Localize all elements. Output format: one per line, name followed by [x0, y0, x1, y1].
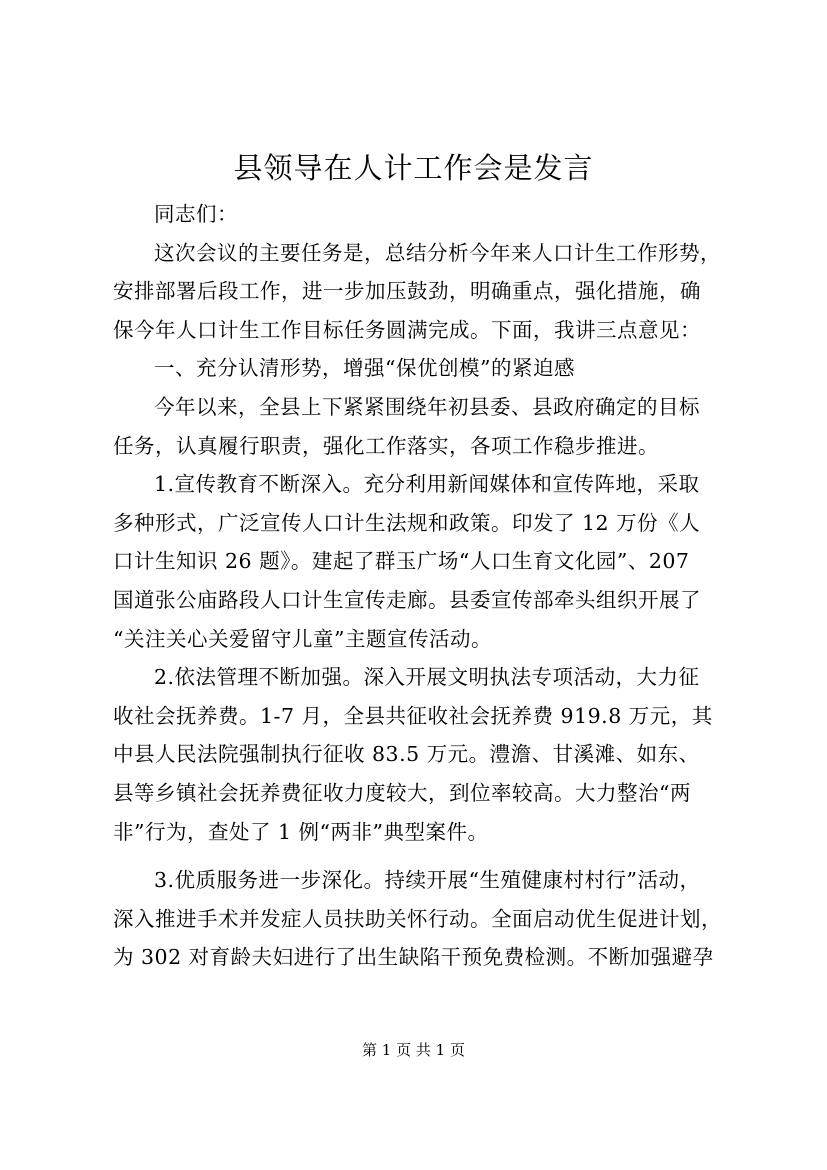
paragraph-3-line: 多种形式，广泛宣传人口计生法规和政策。印发了 12 万份《人	[113, 510, 701, 535]
section-heading-1: 一、充分认清形势，增强“保优创模”的紧迫感	[154, 356, 575, 381]
paragraph-4-line: 2.依法管理不断加强。深入开展文明执法专项活动，大力征	[154, 665, 700, 690]
document-title: 县领导在人计工作会是发言	[233, 151, 594, 185]
paragraph-5-line: 深入推进手术并发症人员扶助关怀行动。全面启动优生促进计划，	[113, 906, 722, 931]
salutation: 同志们：	[154, 202, 238, 226]
paragraph-3-line: 国道张公庙路段人口计生宣传走廊。县委宣传部牵头组织开展了	[113, 587, 701, 612]
paragraph-3-line: 1.宣传教育不断深入。充分利用新闻媒体和宣传阵地，采取	[154, 472, 700, 497]
paragraph-3-line: 口计生知识 26 题》。建起了群玉广场“人口生育文化园”、207	[113, 549, 690, 574]
paragraph-3-line: “关注关心关爱留守儿童”主题宣传活动。	[113, 626, 492, 651]
paragraph-5-line: 为 302 对育龄夫妇进行了出生缺陷干预免费检测。不断加强避孕	[113, 945, 714, 970]
paragraph-2-line: 任务，认真履行职责，强化工作落实，各项工作稳步推进。	[113, 433, 659, 458]
paragraph-5-line: 3.优质服务进一步深化。持续开展“生殖健康村村行”活动，	[154, 868, 701, 893]
page-footer: 第 1 页 共 1 页	[362, 1041, 465, 1059]
document-body	[113, 195, 741, 977]
paragraph-4-line: 非”行为，查处了 1 例“两非”典型案件。	[113, 819, 489, 844]
paragraph-2-line: 今年以来，全县上下紧紧围绕年初县委、县政府确定的目标	[154, 394, 700, 419]
paragraph-4-line: 中县人民法院强制执行征收 83.5 万元。澧澹、甘溪滩、如东、	[113, 742, 700, 767]
paragraph-4-line: 收社会抚养费。1-7 月，全县共征收社会抚养费 919.8 万元，其	[113, 703, 713, 728]
paragraph-1-line: 保今年人口计生工作目标任务圆满完成。下面，我讲三点意见：	[113, 317, 701, 342]
paragraph-1-line: 安排部署后段工作，进一步加压鼓劲，明确重点，强化措施，确	[113, 279, 701, 304]
paragraph-1-line: 这次会议的主要任务是，总结分析今年来人口计生工作形势，	[154, 240, 721, 265]
paragraph-4-line: 县等乡镇社会抚养费征收力度较大，到位率较高。大力整治“两	[113, 780, 691, 805]
